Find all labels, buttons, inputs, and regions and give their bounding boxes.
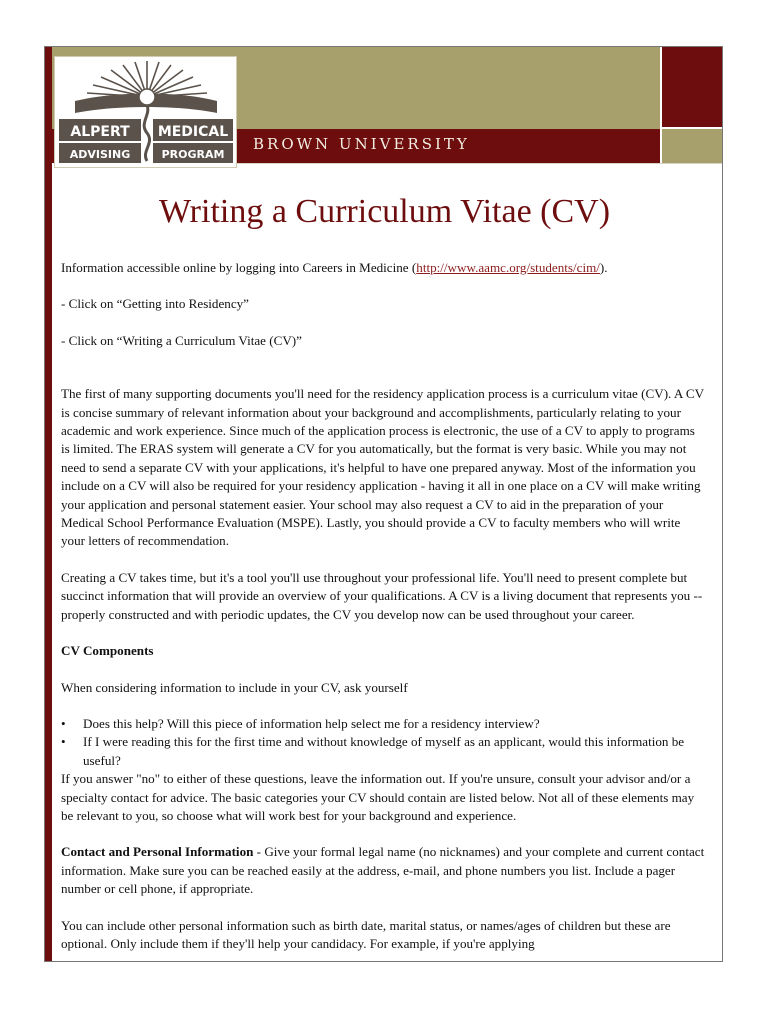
header-corner-olive: [662, 129, 723, 163]
list-item: [61, 715, 706, 733]
bullet-icon: •: [61, 734, 66, 750]
page-title: Writing a Curriculum Vitae (CV): [158, 193, 611, 230]
intro-text-end: ).: [599, 260, 608, 275]
intro-text: Information accessible online by logging into Careers in Medicine (: [61, 260, 417, 275]
section-heading-cv-components: CV Components: [61, 643, 154, 659]
logo-word-advising: ADVISING: [69, 148, 131, 161]
alpert-medical-advising-logo: [54, 56, 237, 168]
list-item: [61, 733, 706, 770]
bullet-icon: •: [61, 715, 66, 731]
spacer: [61, 368, 706, 385]
question-list: [61, 715, 706, 770]
components-lead: When considering information to include in your CV, ask yourself: [61, 679, 408, 695]
paragraph-creating-cv: Creating a CV takes time, but it's a tool you'll use throughout your professional life. You'll need to present complete but succinct information that will provide an overview of your qualifications. A CV is a living document that represents you -- properly constructed and with periodic updates, the CV you develop now can be used throughout your career.: [61, 569, 703, 622]
instruction-item: - Click on “Getting into Residency”: [61, 296, 249, 312]
header-rule: [233, 163, 723, 164]
instruction-item: - Click on “Writing a Curriculum Vitae (CV)”: [61, 332, 302, 348]
intro-line: [61, 259, 706, 277]
contact-text: - Give your formal legal name (no nicknames) and your complete and current contact information. Make sure you can be reached easily at the address, e-mail, and phone numbers you list. Include a pager number or cell phone, if appropriate.: [61, 844, 705, 897]
paragraph-contact: [61, 843, 706, 898]
list-item-text: Does this help? Will this piece of information help select me for a residency interview?: [83, 715, 540, 731]
left-accent-bar: [45, 47, 52, 961]
list-item-text: If I were reading this for the first time and without knowledge of myself as an applicant, would this information be useful?: [83, 734, 685, 768]
document-body: [61, 259, 706, 962]
university-name: BROWN UNIVERSITY: [253, 135, 470, 153]
paragraph-answer-no: If you answer "no" to either of these questions, leave the information out. If you're unsure, consult your advisor and/or a specialty contact for advice. The basic categories your CV should contain are listed below. Not all of these elements may be relevant to you, so choose what will work best for your background and experience.: [61, 771, 695, 823]
logo-word-alpert: ALPERT: [70, 124, 130, 140]
logo-word-medical: MEDICAL: [157, 124, 229, 140]
cim-link[interactable]: http://www.aamc.org/students/cim/: [416, 260, 600, 275]
section-heading-contact: Contact and Personal Information: [61, 844, 254, 860]
header-corner-maroon: [662, 47, 723, 127]
paragraph-overview: The first of many supporting documents you'll need for the residency application process is a curriculum vitae (CV). A CV is concise summary of relevant information about your background and accomplishments, particularly relating to your academic and work experience. Since much of the application process is electronic, the use of a CV to apply to programs is limited. The ERAS system will generate a CV for you automatically, but the format is very basic. While you may not need to send a separate CV with your applications, it's helpful to have one prepared anyway. Most of the information you include on a CV will also be required for your residency application - having it all in one place on a CV will make writing your application and personal statement easier. Your school may also request a CV to aid in the preparation of your Medical School Performance Evaluation (MSPE). Lastly, you should provide a CV to faculty members who will write your letters of recommendation.: [61, 386, 704, 549]
document-page: [44, 46, 723, 962]
logo-word-program: PROGRAM: [161, 148, 225, 161]
paragraph-personal-info: You can include other personal information such as birth date, marital status, or names/ages of children but these are optional. Only include them if they'll help your candidacy. For example, if you're applying: [61, 917, 671, 951]
